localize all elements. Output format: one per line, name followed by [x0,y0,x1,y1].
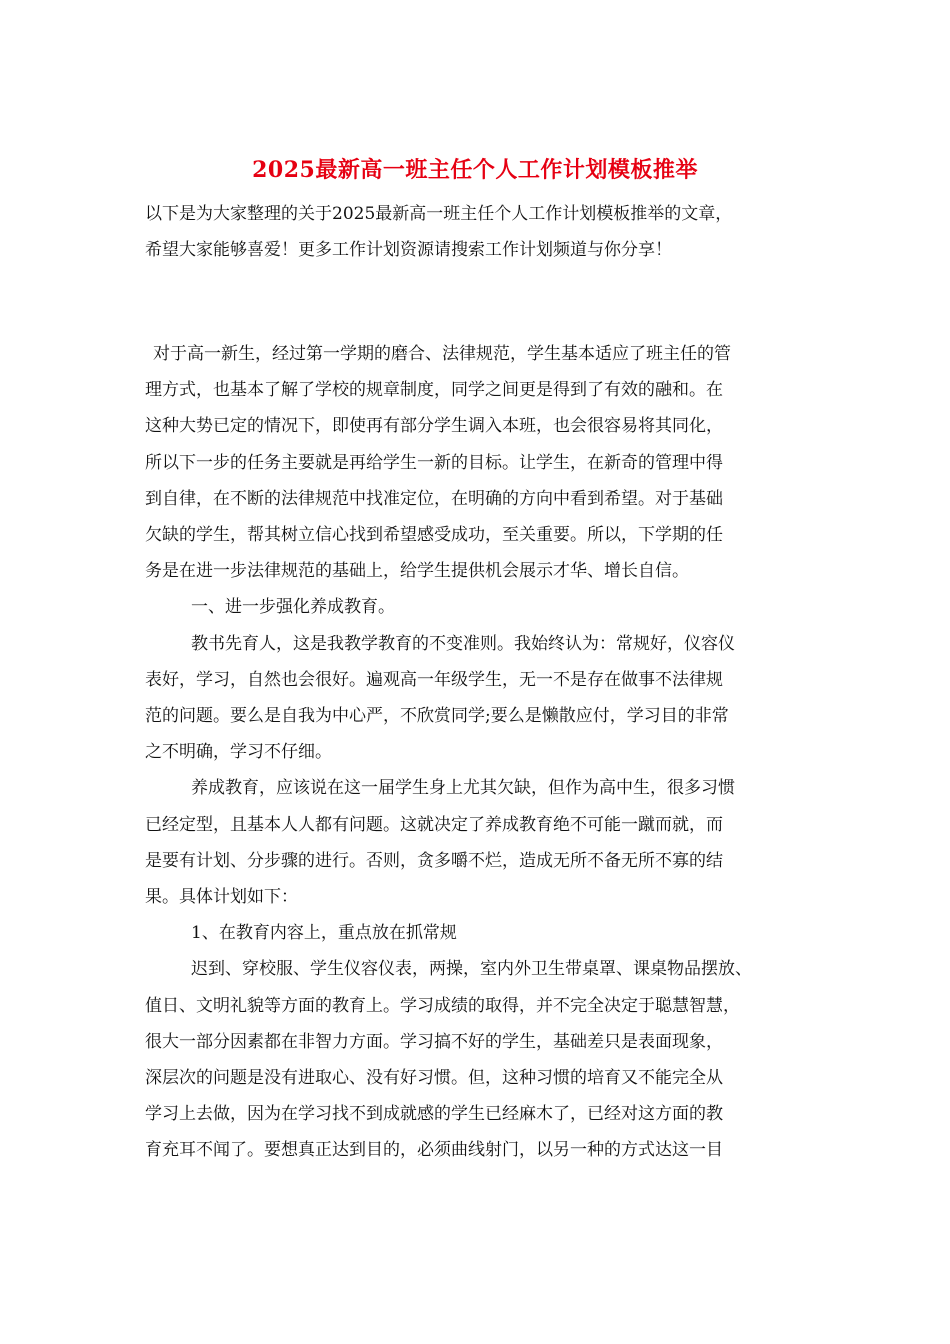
body-line: 到自律，在不断的法律规范中找准定位，在明确的方向中看到希望。对于基础 [145,488,723,509]
body-line: 务是在进一步法律规范的基础上，给学生提供机会展示才华、增长自信。 [145,561,689,582]
intro-line: 希望大家能够喜爱！更多工作计划资源请搜索工作计划频道与你分享！ [145,240,672,260]
body-line: 值日、文明礼貌等方面的教育上。学习成绩的取得，并不完全决定于聪慧智慧， [145,995,740,1016]
body-line: 所以下一步的任务主要就是再给学生一新的目标。让学生，在新奇的管理中得 [145,452,723,473]
body-text [145,336,825,1169]
body-line: 育充耳不闻了。要想真正达到目的，必须曲线射门，以另一种的方式达这一目 [145,1140,723,1161]
intro-paragraph [145,196,825,268]
body-line: 对于高一新生，经过第一学期的磨合、法律规范，学生基本适应了班主任的管 [153,344,731,364]
body-line: 教书先育人，这是我教学教育的不变准则。我始终认为：常规好，仪容仪 [191,633,735,654]
body-line: 范的问题。要么是自我为中心严，不欣赏同学;要么是懒散应付，学习目的非常 [145,706,729,727]
body-line: 是要有计划、分步骤的进行。否则，贪多嚼不烂，造成无所不备无所不寡的结 [145,850,723,871]
body-line: 学习上去做，因为在学习找不到成就感的学生已经麻木了，已经对这方面的教 [145,1104,723,1125]
document-title: 2025最新高一班主任个人工作计划模板推举 [252,157,698,183]
body-line: 之不明确，学习不仔细。 [145,742,332,763]
body-line: 表好，学习，自然也会很好。遍观高一年级学生，无一不是存在做事不法律规 [145,669,723,690]
body-line: 养成教育，应该说在这一届学生身上尤其欠缺，但作为高中生，很多习惯 [191,778,735,799]
body-line: 深层次的问题是没有进取心、没有好习惯。但，这种习惯的培育又不能完全从 [145,1068,723,1089]
section-heading: 一、进一步强化养成教育。 [191,597,395,618]
body-line: 迟到、穿校服、学生仪容仪表，两操，室内外卫生带桌罩、课桌物品摆放、 [191,959,752,980]
body-line: 理方式，也基本了解了学校的规章制度，同学之间更是得到了有效的融和。在 [145,380,723,401]
intro-line: 以下是为大家整理的关于2025最新高一班主任个人工作计划模板推举的文章， [145,204,733,224]
subsection-heading: 1、在教育内容上，重点放在抓常规 [191,923,457,944]
body-line: 已经定型，且基本人人都有问题。这就决定了养成教育绝不可能一蹴而就，而 [145,814,723,835]
body-line: 很大一部分因素都在非智力方面。学习搞不好的学生，基础差只是表面现象， [145,1031,723,1052]
body-line: 欠缺的学生，帮其树立信心找到希望感受成功，至关重要。所以，下学期的任 [145,525,723,546]
body-line: 果。具体计划如下： [145,887,298,908]
body-line: 这种大势已定的情况下，即使再有部分学生调入本班，也会很容易将其同化， [145,416,723,437]
